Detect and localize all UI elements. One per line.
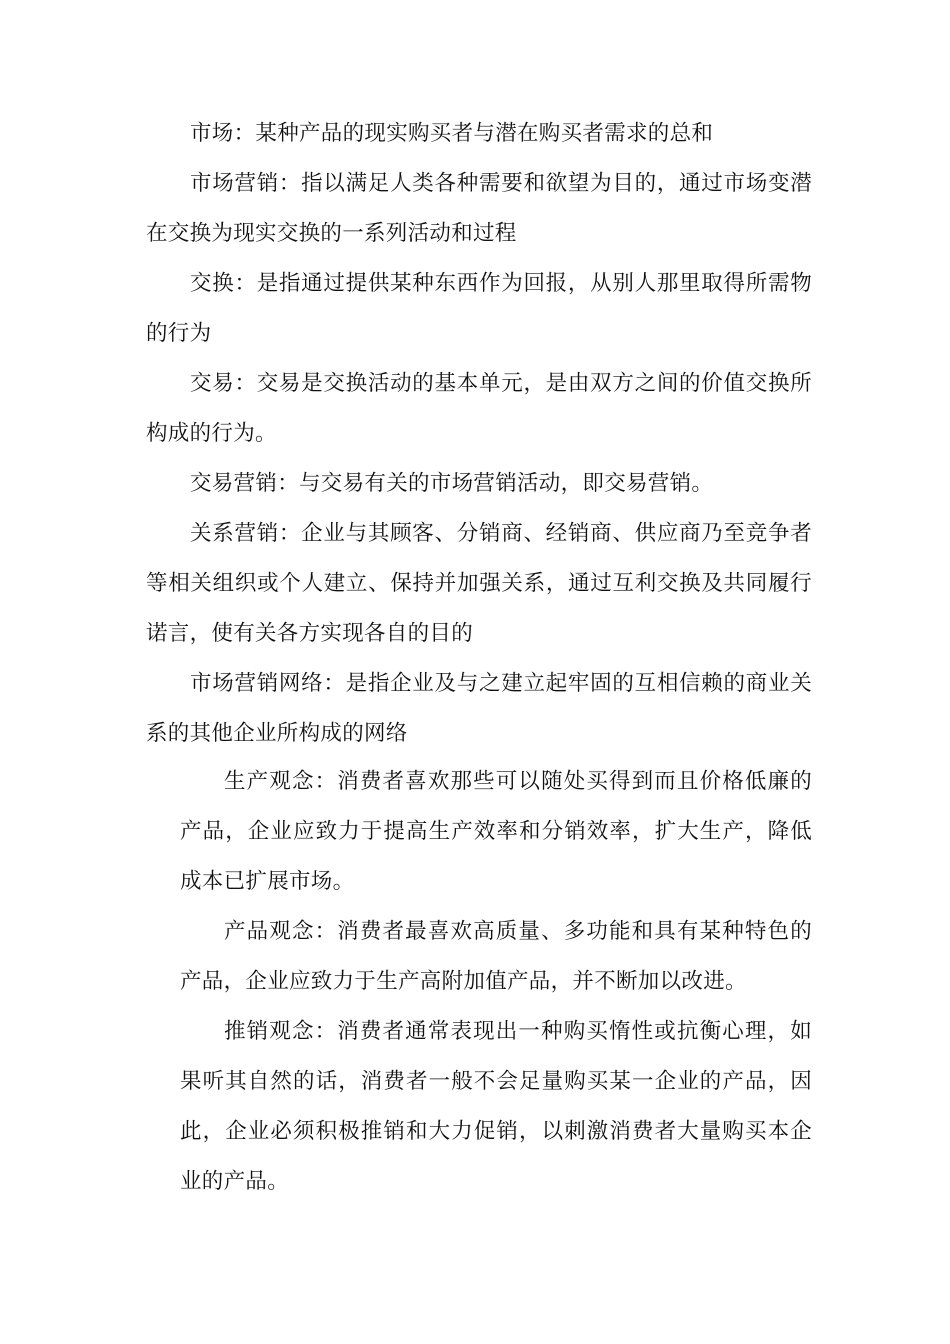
definition-market: 市场：某种产品的现实购买者与潜在购买者需求的总和 — [190, 121, 714, 146]
definition-transaction: 交易：交易是交换活动的基本单元，是由双方之间的价值交换所构成的行为。 — [146, 371, 812, 446]
concept-product: 产品观念：消费者最喜欢高质量、多功能和具有某种特色的产品，企业应致力于生产高附加值产品，并不断加以改进。 — [180, 919, 812, 994]
concept-selling: 推销观念：消费者通常表现出一种购买惰性或抗衡心理，如果听其自然的话，消费者一般不会足量购买某一企业的产品，因此，企业必须积极推销和大力促销，以刺激消费者大量购买本企业的产品。 — [180, 1019, 812, 1194]
definition-transaction-marketing: 交易营销：与交易有关的市场营销活动，即交易营销。 — [190, 471, 714, 496]
concept-production: 生产观念：消费者喜欢那些可以随处买得到而且价格低廉的产品，企业应致力于提高生产效率和分销效率，扩大生产，降低成本已扩展市场。 — [180, 769, 812, 894]
definition-marketing: 市场营销：指以满足人类各种需要和欲望为目的，通过市场变潜在交换为现实交换的一系列活动和过程 — [146, 171, 812, 246]
definition-marketing-network: 市场营销网络：是指企业及与之建立起牢固的互相信赖的商业关系的其他企业所构成的网络 — [146, 671, 812, 746]
definition-relationship-marketing: 关系营销：企业与其顾客、分销商、经销商、供应商乃至竞争者等相关组织或个人建立、保持并加强关系，通过互利交换及共同履行诺言，使有关各方实现各自的目的 — [146, 521, 812, 646]
definition-exchange: 交换：是指通过提供某种东西作为回报，从别人那里取得所需物的行为 — [146, 271, 812, 346]
